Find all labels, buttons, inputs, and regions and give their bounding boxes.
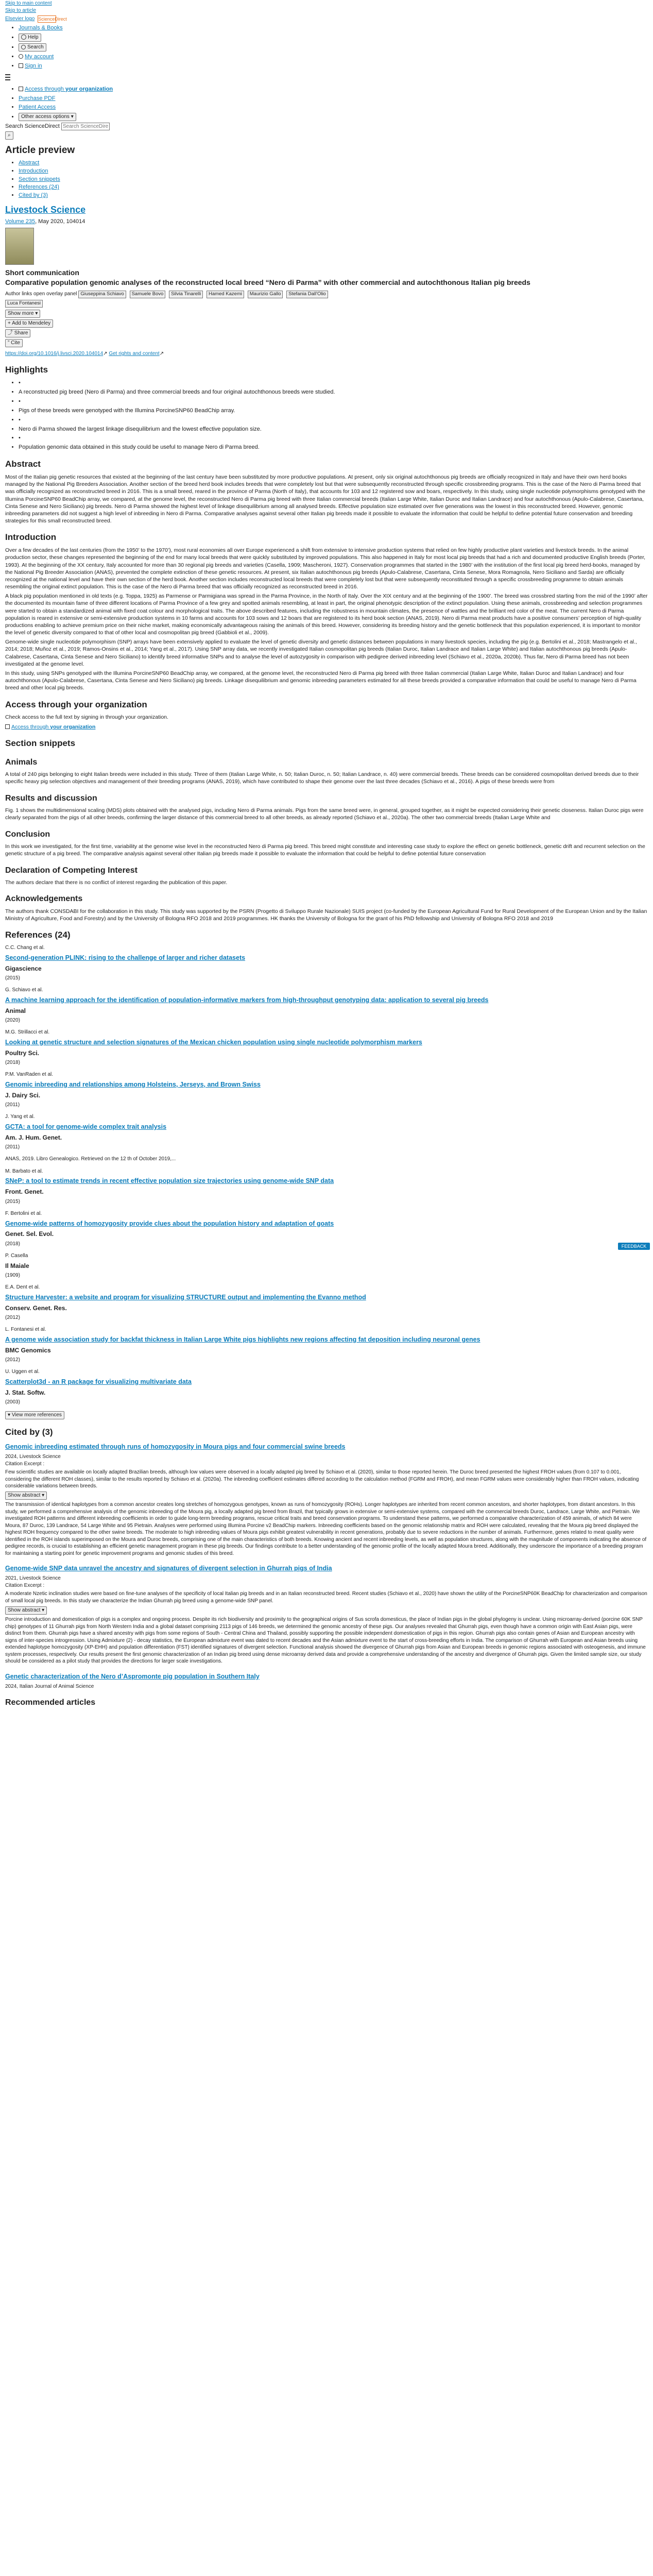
- other-options-button[interactable]: [19, 113, 76, 121]
- reference-journal: Am. J. Hum. Genet.: [5, 1133, 62, 1141]
- list-item: • •: [19, 416, 648, 424]
- journal-title-link[interactable]: Livestock Science: [5, 205, 86, 215]
- sciencedirect-logo: ScienceDirect: [38, 16, 67, 22]
- highlight-item: • Pigs of these breeds were genotyped with the Illumina PorcineSNP60 BeadChip array.: [19, 407, 648, 415]
- access-org-link[interactable]: [11, 724, 95, 730]
- institution-icon: [19, 63, 23, 68]
- elsevier-logo[interactable]: Elsevier logo: [5, 16, 35, 22]
- reference-title-link[interactable]: SNeP: a tool to estimate trends in recent effective population size trajectories using genome-wide SNP data: [5, 1177, 334, 1185]
- search-icon: [21, 45, 26, 49]
- reference-item: [5, 944, 648, 981]
- author-button[interactable]: Maurizio Gallo: [248, 291, 283, 298]
- reference-journal: Gigascience: [5, 964, 42, 972]
- reference-title-link[interactable]: Genomic inbreeding and relationships among Holsteins, Jerseys, and Brown Swiss: [5, 1080, 261, 1088]
- nav-help[interactable]: [19, 33, 648, 42]
- reference-item: [5, 1156, 648, 1163]
- nav-journals-link[interactable]: Journals & Books: [19, 25, 63, 31]
- outline-list: [5, 159, 648, 199]
- author-button[interactable]: Hamed Kazemi: [207, 291, 244, 298]
- outline-link[interactable]: References (24): [19, 184, 59, 191]
- cited-by-year: 2021, Livestock Science: [5, 1575, 61, 1582]
- author-list: [5, 291, 648, 308]
- share-icon: ⤴: [8, 330, 13, 336]
- add-mendeley-button[interactable]: [5, 319, 53, 328]
- access-heading: Access through your organization: [5, 699, 147, 709]
- reference-authors: L. Fontanesi et al.: [5, 1327, 46, 1333]
- citation-excerpt-label: Citation Excerpt :: [5, 1582, 45, 1588]
- search-button[interactable]: [19, 43, 46, 52]
- add-mendeley-label: Add to Mendeley: [12, 320, 51, 327]
- reference-year: (1909): [5, 1272, 20, 1278]
- quote-icon: ”: [8, 340, 10, 346]
- skip-article-link[interactable]: Skip to article: [5, 7, 37, 13]
- highlights-list: [5, 379, 648, 451]
- skip-main-link[interactable]: Skip to main content: [5, 1, 52, 6]
- reference-item: [5, 1029, 648, 1066]
- nav-search[interactable]: [19, 43, 648, 52]
- reference-year: (2012): [5, 1357, 20, 1363]
- reference-item: [5, 1368, 648, 1405]
- access-org-item[interactable]: [19, 86, 648, 93]
- ack-text: The authors thank CONSDABI for the collaboration in this study. This study was supported by the PSRN (Progetto di Sviluppo Rurale Nazionale) SUIS project (co-funded by the European Agricultural Fund for Rural Development of the European Union and by the Italian Ministry of Agriculture, Food and Forestry) and by the University of Bologna RFO 2018 and 2019 programmes. HK thanks the University of Bologna for the grant of his PhD fellowship and University of Bologna RFO 2018 and 2019: [5, 908, 647, 922]
- chevron-down-icon: ▾: [40, 1493, 45, 1499]
- outline-item[interactable]: [19, 192, 648, 199]
- reference-year: (2011): [5, 1101, 20, 1108]
- citation-excerpt: A moderate Nzetic inclination studies were based on fine-tune analyses of the specificity of local Italian pig breeds and in an Italian reconstructed breed. Recent studies (Schiavo et al., 2020) have shown the utility of the PorcineSNP60K BeadChip for characterization and comparison of small local pig breeds. In this study we characterize the Indian Ghurrah pig breed using a genome-wide SNP panel.: [5, 1591, 647, 1604]
- sign-in[interactable]: [19, 62, 648, 70]
- reference-item: [5, 1071, 648, 1108]
- help-label: Help: [28, 34, 39, 40]
- access-bold: your organization: [65, 86, 113, 92]
- ack-heading: Acknowledgements: [5, 894, 83, 904]
- my-account[interactable]: [19, 53, 648, 61]
- intro-paragraph: A black pig population mentioned in old texts (e.g. Toppa, 1925) as Parmense or Parmigiana was spread in the Parma Province, in the North of Italy. Over the XIX century and at the beginning of the 1900’. The breed was crossbred starting from the mid of the 1990’ after the documented its mountain fame of three different locations of Parma Province of a few grey and spotted animals resembling, at least in part, the original phenotypic description of the extinct population. Using these animals, crossbreeding and selection programmes were started to obtain a standardized animal with fixed coat colour and morphological traits. The above described features, including the robustness in mountain climates, the presence of wattles and the brilliant red color of the meat. The current Nero di Parma population is reared in extensive or semi-extensive production systems in 10 farms and accounts for 103 sows and 12 boars that are registered to its herd book section (ANAS, 2019). Nero di Parma meat products have a positive consumers’ perception of high-quality productions enabling to achieve premium price on their niche market, making economically advantageous raising the animals of this breed. However, considering its breeding history and the genetic bottleneck that this population experienced, it is important to monitor the level of genetic diversity compared to that of other local and cosmopolitan pig breed (Gabbioli et al., 2009).: [5, 593, 648, 636]
- purchase-item[interactable]: [19, 95, 648, 103]
- feedback-button[interactable]: [618, 1243, 650, 1250]
- declaration-text: The authors declare that there is no conflict of interest regarding the publication of this paper.: [5, 879, 228, 886]
- reference-item: [5, 1252, 648, 1279]
- show-abstract-row: [5, 1492, 648, 1500]
- references-heading: References (24): [5, 930, 71, 940]
- citation-excerpt-label: Citation Excerpt :: [5, 1461, 45, 1467]
- reference-authors: ANAS, 2019. Libro Genealogico. Retrieved on the 12 th of October 2019,...: [5, 1156, 176, 1162]
- reference-journal: BMC Genomics: [5, 1346, 51, 1354]
- reference-authors: E.A. Dent et al.: [5, 1284, 40, 1291]
- cited-by-item: [5, 1672, 648, 1690]
- references-list: [5, 944, 648, 1405]
- outline-item[interactable]: [19, 183, 648, 191]
- author-button[interactable]: Samuele Bovo: [130, 291, 166, 298]
- reference-title-link[interactable]: Second-generation PLINK: rising to the challenge of larger and richer datasets: [5, 954, 246, 961]
- article-title: Comparative population genomic analyses of the reconstructed local breed “Nero di Parma” with other commercial and autochthonous Italian pig breeds: [5, 278, 530, 287]
- cited-by-title-link[interactable]: Genome-wide SNP data unravel the ancestry and signatures of divergent selection in Ghurrah pigs of India: [5, 1565, 332, 1572]
- reference-journal: Front. Genet.: [5, 1188, 44, 1196]
- institution-icon: [5, 724, 10, 729]
- reference-authors: M. Barbato et al.: [5, 1168, 43, 1174]
- journal-cover-image[interactable]: [5, 228, 34, 265]
- reference-journal: J. Dairy Sci.: [5, 1091, 41, 1099]
- author-prefix: Author links open overlay panel: [5, 291, 77, 297]
- search-input[interactable]: [61, 123, 110, 130]
- help-icon: [21, 35, 26, 40]
- cited-by-year: 2024, Livestock Science: [5, 1454, 61, 1460]
- external-link-icon: ↗: [159, 350, 164, 357]
- outline-link[interactable]: Cited by (3): [19, 192, 48, 199]
- results-text: Fig. 1 shows the multidimensional scaling (MDS) plots obtained with the analysed pigs, including Nero di Parma animals. Pigs from the same breed were, in general, grouped together, as it might be expected considering their genetic closeness. Italian Duroc pigs were clearly separated from the pigs of all other breeds, confirming the larger distance of this commercial breed to all other breeds, as already reported (Schiavo et al., 2020a). The other two commercial breeds (Italian Large White and: [5, 807, 644, 821]
- reference-journal: Il Maiale: [5, 1262, 29, 1269]
- share-label: Share: [14, 330, 28, 336]
- cited-by-abstract: The transmission of identical haplotypes from a common ancestor creates long stretches of homozygous genotypes, known as runs of homozygosity (ROHs). Longer haplotypes are inherited from recent common ancestors, and shorter haplotypes, from distant ancestors. In this study, we performed a comprehensive analysis of the genomic inbreeding of the Moura pig, a locally adapted pig breed from Brazil, that typically grows in extensive or semi-extensive systems, compared with the commercial breeds Duroc, Landrace, Large White, and Pietrain. We investigated ROH patterns and different inbreeding coefficients in order to guide long-term breeding programs, rescue critical traits and breed conservation programs. To understand these patterns, we performed a comparative characterization of 459 animals, of which 84 were Moura, 87 Duroc, 139 Landrace, 54 Large White and 95 Pietrain. Analyses were performed using Illumina Porcine v2 BeadChip markers. Inbreeding coefficients based on the genomic relationship matrix and ROH were calculated, revealing that the Moura pig breed displayed the highest ROH frequency compared to the other swine breeds. The moderate to high inbreeding values of Moura pigs exhibit greatest vulnerability in recent generations, probably due to severe reductions in the number of animals. Furthermore, genes related to meat quality were identified in the ROH islands superimposed on the Moura and Duroc breeds, comprising one of the main characteristics of both breeds. Knowing ancient and recent inbreeding levels, as well as population structures, along with the magnitude of components indicating the absence of pedigree records, is crucial to establishing an efficient genetic management program in these pig breeds. Our findings contribute to a better understanding of the genomic profile of the locally adapted Moura breed. Additionally, they underscore the importance of a breeding program for maintaining a starting point for genetic improvement programs and genomic studies of this breed.: [5, 1502, 647, 1556]
- show-abstract-label: Show abstract: [8, 1607, 41, 1614]
- cite-button[interactable]: [5, 339, 23, 347]
- reference-item: [5, 1113, 648, 1150]
- list-item: • •: [19, 379, 648, 387]
- reference-item: [5, 987, 648, 1024]
- reference-authors: P. Casella: [5, 1253, 28, 1259]
- list-item: • •: [19, 434, 648, 442]
- reference-authors: C.C. Chang et al.: [5, 945, 45, 951]
- outline-link[interactable]: Abstract: [19, 159, 40, 166]
- reference-year: (2012): [5, 1314, 20, 1320]
- cited-by-item: [5, 1443, 648, 1557]
- cited-by-heading: Cited by (3): [5, 1427, 53, 1437]
- chevron-down-icon: ▾: [8, 1412, 11, 1418]
- my-account-link[interactable]: My account: [25, 53, 54, 60]
- cited-by-title-link[interactable]: Genetic characterization of the Nero d’Aspromonte pig population in Southern Italy: [5, 1672, 260, 1680]
- citation-excerpt: Few scientific studies are available on locally adapted Brazilian breeds, although low values were observed in a locally adapted pig breed by Schiavo et al. (2020), similar to those reported herein. The Duroc breed presented the highest FROH values (from 0.107 to 0.001, considering the different ROH classes), similar to the results reported by Schiavo et al. (2020a). The inbreeding coefficient estimates differed according to the calculation method (FGRM and FROH), and mean FGRM values were considerably higher than FROH values, indicating considerable variations between breeds.: [5, 1469, 639, 1489]
- view-more-references-button[interactable]: [5, 1411, 64, 1419]
- reference-year: (2015): [5, 1198, 20, 1205]
- purchase-pdf-link[interactable]: Purchase PDF: [19, 95, 56, 101]
- view-more-refs-row: [5, 1411, 648, 1419]
- volume-link[interactable]: Volume 235: [5, 218, 36, 225]
- reference-authors: F. Bertolini et al.: [5, 1211, 42, 1217]
- animals-text: A total of 240 pigs belonging to eight Italian breeds were included in this study. Three of them (Italian Large White, n. 50; Italian Duroc, n. 50; Italian Landrace, n. 40) were commercial breeds. These breeds can be considered cosmopolitan derived breeds due to their specific heavy pig selection objectives and management of their breeding programs (ANAS, 2019), which have contributed to shape their genome over the last three decades (Schiavo et al., 2016). A pigs of these breeds were from: [5, 771, 639, 785]
- show-abstract-button[interactable]: [5, 1492, 47, 1500]
- outline-item[interactable]: [19, 167, 648, 175]
- show-abstract-row: [5, 1606, 648, 1615]
- user-icon: [19, 54, 23, 59]
- volume-rest: , May 2020, 104014: [35, 218, 85, 225]
- reference-item: [5, 1210, 648, 1247]
- logo-row: [5, 15, 648, 23]
- other-options-label: Other access options: [21, 114, 70, 120]
- reference-year: (2003): [5, 1399, 20, 1405]
- doi-link[interactable]: https://doi.org/10.1016/j.livsci.2020.104014: [5, 350, 104, 357]
- outline-link[interactable]: Introduction: [19, 167, 48, 174]
- reference-title-link[interactable]: Looking at genetic structure and selection signatures of the Mexican chicken population using single nucleotide polymorphism markers: [5, 1038, 422, 1046]
- access-org-row: [5, 723, 648, 731]
- show-more-label: Show more: [8, 311, 34, 317]
- author-button[interactable]: Giuseppina Schiavo: [78, 291, 126, 298]
- journal-volume: [5, 218, 648, 226]
- conclusion-text: In this work we investigated, for the first time, variability at the genome wise level in the reconstructed Nero di Parma pig breed. This breed might constitute and interesting case study to explore the effect on genetic bottleneck, genetic drift and recurrent selection on the genetic structure of a pig breed. The comparative analysis against several other Italian pig breeds made it possible to evaluate the information that could be helpful to define potential future conservation: [5, 843, 645, 857]
- highlight-item: • Population genomic data obtained in this study could be useful to manage Nero di Parma breed.: [19, 444, 648, 451]
- menu-icon: [5, 74, 10, 80]
- declaration-heading: Declaration of Competing Interest: [5, 866, 138, 875]
- highlight-item: • A reconstructed pig breed (Nero di Parma) and three commercial breeds and four original autochthonous breeds were studied.: [19, 388, 648, 396]
- abstract-heading: Abstract: [5, 459, 41, 469]
- reference-year: (2015): [5, 975, 20, 981]
- outline-link[interactable]: Section snippets: [19, 176, 60, 182]
- access-prefix: Access through: [25, 86, 65, 92]
- sign-in-link[interactable]: Sign in: [25, 62, 42, 69]
- doi-row: [5, 350, 648, 358]
- cite-label: Cite: [11, 340, 20, 346]
- recommended-heading: Recommended articles: [5, 1698, 96, 1707]
- cited-by-item: [5, 1564, 648, 1665]
- account-nav: [5, 53, 648, 70]
- reference-item: [5, 1326, 648, 1363]
- patient-access-link[interactable]: Patient Access: [19, 104, 56, 111]
- reference-journal: Conserv. Genet. Res.: [5, 1304, 67, 1312]
- reference-authors: P.M. VanRaden et al.: [5, 1072, 54, 1078]
- access-options: [5, 86, 648, 122]
- outline-item[interactable]: [19, 159, 648, 167]
- animals-heading: Animals: [5, 757, 38, 767]
- intro-paragraph: In this study, using SNPs genotyped with the Illumina PorcineSNP60 BeadChip array, we compared, at the genome level, the reconstructed Nero di Parma pig breed with three Italian commercial (Italian Large White, Italian Duroc and Italian Landrace) and four autochthonous (Apulo-Calabrese, Casertana, Cinta Senese and Nero Siciliano) pig breeds. Linkage disequilibrium and genomic inbreeding parameters estimated for all these breeds provided a comparative information that could be useful to manage Nero di Parma breed and other local pig breeds.: [5, 670, 637, 691]
- article-type: Short communication: [5, 268, 79, 277]
- institution-icon: [19, 87, 23, 91]
- other-options-item[interactable]: [19, 113, 648, 121]
- help-button[interactable]: [19, 33, 41, 42]
- show-more-button[interactable]: [5, 310, 40, 318]
- introduction-heading: Introduction: [5, 532, 57, 543]
- intro-paragraph: Over a few decades of the last centuries (from the 1950’ to the 1970’), most rural economies all over Europe experienced a shift from extensive to intensive production systems that relied on few highly productive plant varieties and livestock breeds. In the animal production sector, these changes represented the beginning of the end for many local breeds that were quickly substituted by improved populations. This also happened in Italy for most local pig breeds that had a rich and documented productive English breeds (Porter, 1993). At the beginning of the XX century, Italy accounted for more than 30 regional pig breeds and varieties (Casella, 1909; Mascheroni, 1927). Conservation programmes that started in the 1980’ with the institution of the first local pig breed herd-books, managed by the National Pig Breeder Association (ANAS), prevented the complete extinction of these genetic resources. At present, six Italian autochthonous pig breeds (Apulo-Calabrese, Casertana, Cinta Senese, Mora Romagnola, Nero Siciliano and Sarda) are officially recognized at the national level and have their own section of the herd book. Another section includes reconstructed local breeds that were completely lost but that were subsequently reconstituted through a specific crossbreeding programme to obtain animals resembling the original extinct population. This is the case of the Nero di Parma breed that was officially recognized as reconstructed breed in 2016.: [5, 547, 646, 590]
- author-button[interactable]: Luca Fontanesi: [5, 300, 43, 308]
- reference-year: (2018): [5, 1059, 20, 1065]
- author-button[interactable]: Stefania Dall'Olio: [286, 291, 328, 298]
- highlights-heading: Highlights: [5, 365, 48, 375]
- reference-title-link[interactable]: A machine learning approach for the identification of population-informative markers from high-throughput genotyping data: application to several pig breeds: [5, 996, 489, 1004]
- reference-title-link[interactable]: Genome-wide patterns of homozygosity provide clues about the population history and adaptation of goats: [5, 1219, 334, 1227]
- cited-by-list: [5, 1443, 648, 1690]
- access-prefix: Access through: [11, 723, 50, 730]
- chevron-down-icon: ▾: [71, 114, 74, 120]
- reference-title-link[interactable]: GCTA: a tool for genome-wide complex trait analysis: [5, 1123, 167, 1130]
- search-label: Search: [27, 44, 44, 50]
- cited-by-title-link[interactable]: Genomic inbreeding estimated through runs of homozygosity in Moura pigs and four commercial swine breeds: [5, 1443, 346, 1451]
- reference-journal: J. Stat. Softw.: [5, 1388, 46, 1396]
- cited-by-year: 2024, Italian Journal of Animal Science: [5, 1683, 94, 1689]
- article-actions: [5, 310, 648, 347]
- chevron-down-icon: ▾: [35, 311, 38, 317]
- reference-title-link[interactable]: A genome wide association study for backfat thickness in Italian Large White pigs highlights new regions affecting fat deposition including neuronal genes: [5, 1335, 480, 1343]
- reference-title-link[interactable]: Scatterplot3d - an R package for visualizing multivariate data: [5, 1378, 192, 1385]
- snippets-heading: Section snippets: [5, 738, 76, 748]
- feedback-label: FEEDBACK: [621, 1244, 647, 1249]
- author-button[interactable]: Silvia Tinarelli: [169, 291, 203, 298]
- top-nav: [5, 24, 648, 52]
- reference-authors: U. Uggen et al.: [5, 1369, 40, 1375]
- reference-year: (2011): [5, 1144, 20, 1150]
- plus-icon: +: [8, 320, 11, 327]
- highlight-item: • Nero di Parma showed the largest linkage disequilibrium and the lowest effective population size.: [19, 426, 648, 433]
- reference-journal: Poultry Sci.: [5, 1049, 40, 1057]
- nav-journals[interactable]: [19, 24, 648, 32]
- search-icon: ⌕: [8, 132, 11, 139]
- search-label: Search ScienceDirect: [5, 123, 60, 130]
- access-bold: your organization: [50, 723, 96, 730]
- reference-item: [5, 1284, 648, 1321]
- outline-item[interactable]: [19, 176, 648, 183]
- reference-authors: J. Yang et al.: [5, 1114, 35, 1120]
- results-heading: Results and discussion: [5, 793, 97, 803]
- reference-authors: G. Schiavo et al.: [5, 987, 43, 993]
- search-row: [5, 123, 648, 140]
- list-item: • •: [19, 398, 648, 405]
- view-more-label: View more references: [11, 1412, 62, 1418]
- patient-access-item[interactable]: [19, 104, 648, 111]
- show-abstract-label: Show abstract: [8, 1493, 41, 1499]
- abstract-text: Most of the Italian pig genetic resources that existed at the beginning of the last century have been substituted by more productive populations. At present, only six original autochthonous pig breeds are officially recognized in Italy and have their own herd books managed by the National Pig Breeders Association. Another section of the breed herd book includes breeds that were completely lost but that were subsequently reconstructed through specific crossbreeding programs. This is the case of the Nero di Parma breed that was officially recognized as reconstructed breed in 2016. This is a small breed, reared in the province of Parma (North of Italy), that accounts for 103 and 12 registered sow and boars, respectively. In this study, using single nucleotide polymorphisms genotyped with the Illumina PorcineSNP60 BeadChip array, we compared, at the genome level, the reconstructed Nero di Parma pig breed with three Italian commercial breeds (Italian Large White, Italian Duroc and Italian Landrace) and four autochthonous (Apulo-Calabrese, Casertana, Cinta Senese and Nero Siciliano) pig breeds. Nero di Parma showed the highest level of linkage disequilibrium among all analysed breeds. Effective population size estimated over five generations was the lowest in this reconstructed breed. However, genomic inbreeding parameters did not suggest a high level of inbreeding in Nero di Parma. Comparative analyses against several other Italian pig breeds made it possible to evaluate the information that could be helpful to define potential future conservation and breeding strategies for this small reconstructed breed.: [5, 474, 645, 524]
- reference-authors: M.G. Strillacci et al.: [5, 1029, 50, 1036]
- reference-year: (2018): [5, 1241, 20, 1247]
- chevron-down-icon: ▾: [40, 1607, 45, 1614]
- search-submit-button[interactable]: [5, 131, 13, 140]
- reference-title-link[interactable]: Structure Harvester: a website and program for visualizing STRUCTURE output and implementing the Evanno method: [5, 1293, 366, 1301]
- reference-journal: Animal: [5, 1007, 26, 1014]
- access-text: Check access to the full text by signing in through your organization.: [5, 714, 168, 721]
- share-button[interactable]: [5, 329, 30, 337]
- show-abstract-button[interactable]: [5, 1606, 47, 1615]
- rights-link[interactable]: Get rights and content: [109, 350, 160, 357]
- reference-journal: Genet. Sel. Evol.: [5, 1230, 54, 1238]
- menu-toggle[interactable]: [5, 72, 648, 82]
- intro-paragraph: Genome-wide single nucleotide polymorphism (SNP) arrays have been extensively applied to evaluate the level of genetic diversity and genetic distances between populations in many livestock species, including the pig (e.g. Bertolini et al., 2018; Mastrangelo et al., 2014; 2018; Muñoz et al., 2019; Ramos-Onsins et al., 2014; Yang et al., 2017). Using SNP array data, we recently investigated Italian cosmopolitan pig breeds (Italian Duroc, Italian Landrace and Italian Large White) and Italian autochthonous pig breeds (Apulo-Calabrese, Casertana, Cinta Senese and Nero Siciliano) to identify breed informative SNPs and to analyse the level of autozygosity in comparison with pedigree derived inbreeding level (Schiavo et al., 2020a, 2020b). Thus far, Nero di Parma breed has not been investigated at the genome level.: [5, 639, 637, 667]
- reference-item: [5, 1168, 648, 1205]
- external-link-icon: ↗: [103, 350, 108, 357]
- cited-by-abstract: Porcine introduction and domestication of pigs is a complex and ongoing process. Despite its rich biodiversity and proximity to the geographical origins of Sus scrofa domesticus, the place of Indian pigs in the global phylogeny is unclear. Using microarray-derived (porcine 60K SNP chip) genotypes of 11 Ghurrah pigs from North Western India and a global dataset comprising 2113 pigs of 146 breeds, we determined the genomic ancestry of these pigs. Our analyses revealed that Ghurrah pigs, even though have a common origin with East Asian pigs, were distinct from them. Ghurrah pigs have a shared ancestry with pigs from some regions of South - Central China and Thailand, possibly supporting the possible independent domestication of pigs in this region. Ghurrah pigs also contain genes of Asian and European ancestry with signs of inter-species introgression. Using Admixture (2) - decay statistics, the European admixture event was dated to recent decades and the Asian admixture event to the start of cross-breeding efforts in India. The comparison of Ghurrah with European and Asian breeds using extended haplotype homozygosity (XP-EHH) and population differentiation (FST) identified signatures of divergent selection. Functional analysis showed the divergence of Ghurrah pigs from Asian and European breeds in genomic regions associated with osteogenesis, and immune system processes, respectively. Our results present the first genomic characterization of an Indian pig breed using dense microarray derived data and provide a comprehensive understanding of the ancestry and divergence of Ghurrah pigs. Given the limited sample size, our study should be considered as a pilot study that provides the directions for larger scale investigations.: [5, 1617, 646, 1665]
- access-org-link[interactable]: [25, 86, 113, 92]
- article-preview-title: Article preview: [5, 145, 75, 156]
- conclusion-heading: Conclusion: [5, 829, 50, 839]
- reference-year: (2020): [5, 1017, 20, 1023]
